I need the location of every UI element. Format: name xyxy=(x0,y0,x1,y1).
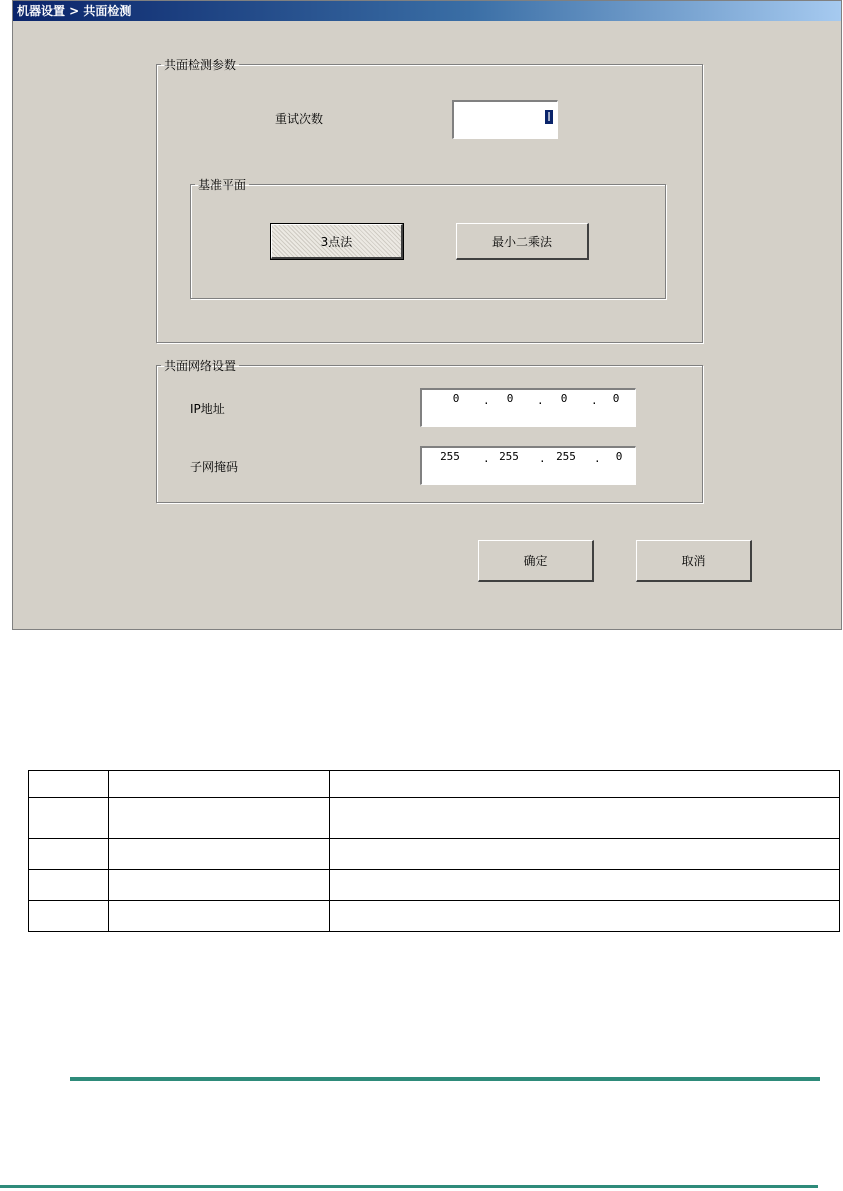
ip-octet-2: 0 xyxy=(506,392,514,405)
network-settings-legend: 共面网络设置 xyxy=(164,359,237,373)
table-row xyxy=(29,839,840,870)
mask-separator: . xyxy=(594,452,601,465)
table-cell xyxy=(29,839,109,870)
window-title: 机器设置 > 共面检测 xyxy=(13,1,841,21)
retry-count-label: 重试次数 xyxy=(275,112,324,126)
table-header-row xyxy=(29,771,840,798)
cancel-button[interactable]: 取消 xyxy=(636,540,752,582)
ip-octet-4: 0 xyxy=(612,392,620,405)
mask-separator: . xyxy=(483,452,490,465)
coplanarity-params-legend: 共面检测参数 xyxy=(164,58,237,72)
mask-octet-2: 255 xyxy=(499,450,519,463)
table-cell xyxy=(29,870,109,901)
ok-button[interactable]: 确定 xyxy=(478,540,594,582)
table-row xyxy=(29,901,840,932)
table-cell xyxy=(109,839,330,870)
table-cell xyxy=(109,870,330,901)
table-cell xyxy=(330,870,840,901)
reference-plane-group xyxy=(190,176,666,299)
subnet-mask-label: 子网掩码 xyxy=(190,460,239,474)
table-cell xyxy=(330,839,840,870)
three-point-method-button[interactable]: 3点法 xyxy=(271,224,403,259)
ip-address-label: IP地址 xyxy=(190,402,225,416)
ip-address-input[interactable] xyxy=(420,388,636,427)
text-caret-icon: I xyxy=(545,110,553,124)
section-divider xyxy=(70,1077,820,1081)
parameter-table xyxy=(28,770,840,932)
coplanarity-dialog xyxy=(12,0,842,630)
footer-divider xyxy=(0,1185,818,1188)
table-cell xyxy=(330,798,840,839)
mask-octet-1: 255 xyxy=(440,450,460,463)
mask-octet-3: 255 xyxy=(556,450,576,463)
ip-octet-3: 0 xyxy=(560,392,568,405)
mask-separator: . xyxy=(539,452,546,465)
retry-count-input[interactable] xyxy=(452,100,558,139)
table-header-cell xyxy=(330,771,840,798)
table-row xyxy=(29,798,840,839)
reference-plane-legend: 基准平面 xyxy=(198,178,247,192)
table-cell xyxy=(29,798,109,839)
table-cell xyxy=(109,901,330,932)
least-squares-method-button[interactable]: 最小二乘法 xyxy=(456,223,589,260)
table-row xyxy=(29,870,840,901)
table-header-cell xyxy=(109,771,330,798)
ip-separator: . xyxy=(591,394,598,407)
table-cell xyxy=(109,798,330,839)
table-header-cell xyxy=(29,771,109,798)
table-cell xyxy=(29,901,109,932)
ip-separator: . xyxy=(483,394,490,407)
subnet-mask-input[interactable] xyxy=(420,446,636,485)
ip-octet-1: 0 xyxy=(452,392,460,405)
table-cell xyxy=(330,901,840,932)
mask-octet-4: 0 xyxy=(615,450,623,463)
ip-separator: . xyxy=(537,394,544,407)
